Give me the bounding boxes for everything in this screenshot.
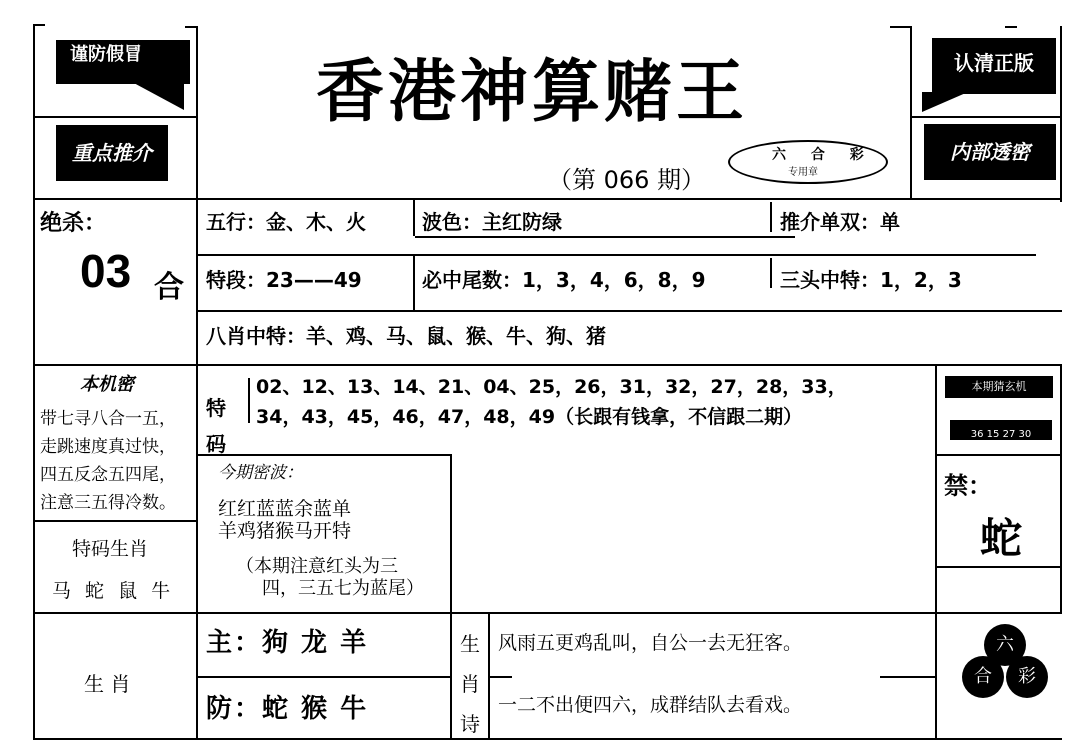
shengxiao-label: 生 肖 [84, 672, 131, 696]
teduan-text: 特段：23——49 [206, 268, 362, 292]
riddle-line-1: 带七寻八合一五， [40, 409, 176, 429]
poem-line-1: 风雨五更鸡乱叫，自公一去无狂客。 [498, 632, 803, 654]
tema-numbers-line-1: 02、12、13、14、21、04、25，26，31，32，27，28，33， [256, 376, 847, 398]
xuanji-numbers: 36 15 27 30 [950, 420, 1052, 440]
jin-value: 蛇 [980, 514, 1023, 563]
anti-fake-badge [56, 40, 190, 84]
shengxiao-fang: 防：蛇 猴 牛 [206, 694, 369, 724]
mibo-note-1: （本期注意红头为三 [236, 556, 398, 577]
poem-label-1: 生 [460, 632, 480, 656]
insider-badge: 内部透密 [924, 124, 1056, 180]
tema-numbers-line-2: 34，43，45，46，47，48，49（长跟有钱拿，不信跟二期） [256, 406, 803, 428]
key-recommend-badge: 重点推介 [56, 125, 168, 181]
kill-number: 03 [80, 245, 132, 297]
page-title: 香港神算赌王 [316, 52, 749, 132]
shengxiao-zhu: 主：狗 龙 羊 [206, 628, 369, 658]
weishu-text: 必中尾数：1，3，4，6，8，9 [422, 268, 706, 292]
seal-text-bottom: 专用章 [788, 167, 818, 178]
speech-tail-icon [132, 82, 184, 110]
logo-circle-left: 合 [962, 656, 1004, 698]
logo-circle-right: 彩 [1006, 656, 1048, 698]
riddle-line-4: 注意三五得冷数。 [40, 493, 176, 513]
issue-number: （第 066 期） [548, 166, 706, 194]
tema-label-bottom: 码 [206, 432, 226, 456]
seal-text-top: 六 合 彩 [772, 147, 874, 163]
speech-tail-icon-right [922, 92, 968, 112]
wuxing-text: 五行：金、木、火 [206, 210, 366, 234]
poem-line-2: 一二不出便四六，成群结队去看戏。 [498, 694, 803, 716]
genuine-badge: 认清正版 [932, 38, 1056, 94]
bose-text: 波色：主红防绿 [422, 210, 562, 234]
tema-label-top: 特 [206, 396, 226, 420]
riddle-title: 本机密 [80, 374, 134, 395]
poem-label-3: 诗 [460, 712, 480, 736]
mibo-note-2: 四，三五七为蓝尾） [262, 578, 424, 599]
anti-fake-badge-text: 谨防假冒 [70, 44, 142, 65]
tema-shengxiao-label: 特码生肖 [72, 538, 149, 560]
xuanji-title: 本期猜玄机 [945, 376, 1053, 398]
jin-label: 禁： [944, 472, 992, 500]
danshuang-text: 推介单双：单 [780, 210, 900, 234]
riddle-line-3: 四五反念五四尾， [40, 465, 176, 485]
mibo-title: 今期密波： [218, 463, 303, 483]
mibo-line-2: 羊鸡猪猴马开特 [218, 520, 352, 542]
mibo-line-1: 红红蓝蓝余蓝单 [218, 498, 352, 520]
poem-label-2: 肖 [460, 672, 480, 696]
santou-text: 三头中特：1，2，3 [780, 268, 962, 292]
tema-shengxiao-values: 马 蛇 鼠 牛 [52, 580, 175, 602]
logo-circle-top: 六 [984, 624, 1026, 666]
seal-stamp [728, 140, 888, 184]
kill-suffix: 合 [154, 270, 184, 305]
lottery-logo [960, 624, 1056, 708]
kill-label: 绝杀： [40, 211, 107, 236]
riddle-line-2: 走跳速度真过快， [40, 437, 176, 457]
baxiao-text: 八肖中特：羊、鸡、马、鼠、猴、牛、狗、猪 [206, 324, 606, 348]
